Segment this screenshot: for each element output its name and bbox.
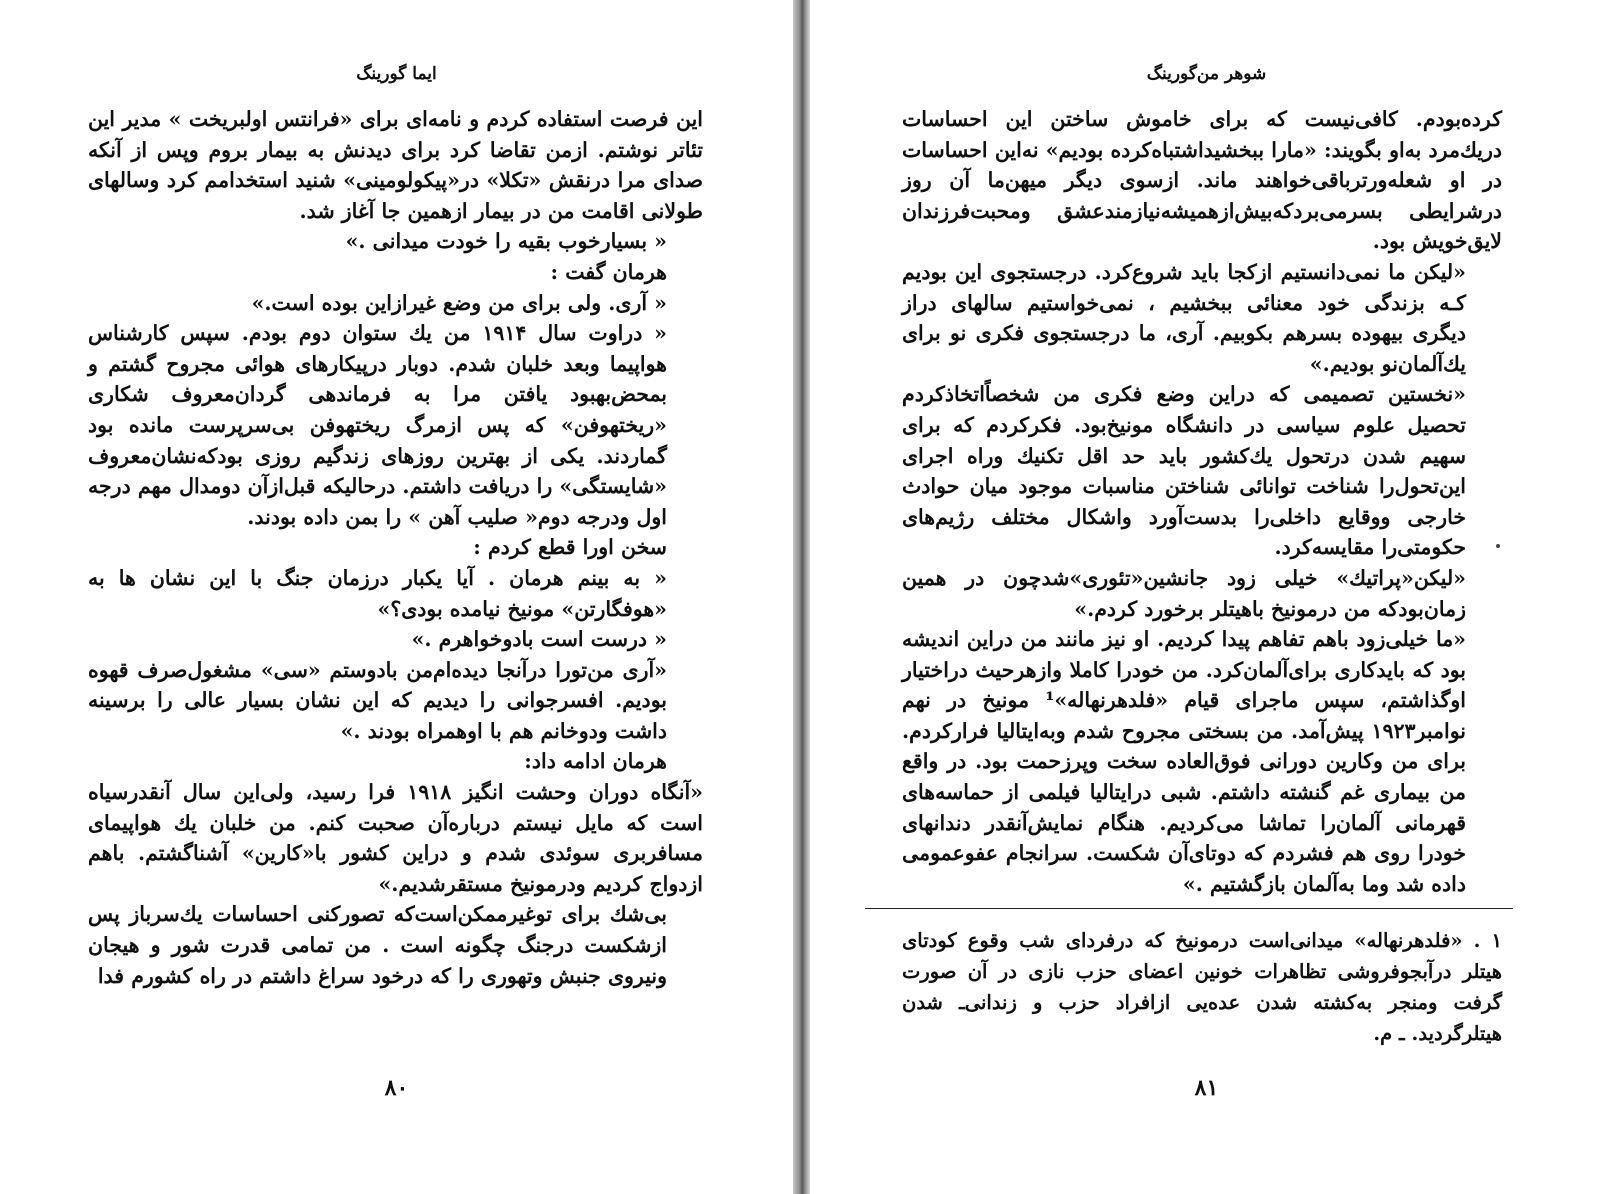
paragraph: بی‌شك برای توغیرممکن‌است‌که تصورکنی احساسات یك‌سرباز پس ازشکست درجنگ چگونه است . من تمامی قدرت شور و هیجان ونیروی جنبش وتهوری را که درخود سراغ داشتم در راه کشورم فدا [88,902,667,988]
paragraph: سخن اورا قطع کردم : [473,535,667,560]
paragraph: «ما خیلی‌زود باهم تفاهم پیدا کردیم. او نیز مانند من دراین اندیشه بود که بایدکاری برای‌آلمان‌کرد. من خودرا کاملا وازهرحیث دراختیار اوگذاشتم، سپس ماجرای قیام «فلدهرنهاله»¹ مونیخ در نهم نوامبر۱۹۲۳ پیش‌آمد. من بسختی مجروح شدم وبه‌ایتالیا فرارکردم. برای من وکارین دورانی فوق‌العاده سخت وپرزحمت بود. در واقع من بیماری غم گنشته داشتم. شبی درایتالیا فیلمی از حماسه‌های قهرمانی آلمان‌را تماشا می‌کردیم. هنگام نمایش‌آنقدر دندانهای خودرا روی هم فشردم که دوتای‌آن شکست. سرانجام عفوعمومی داده شد وما به‌آلمان بازگشتیم .» [902,627,1466,896]
running-header-left: ایما گورینگ [356,64,437,84]
paragraph: « آری. ولی برای من وضع غیرازاین بوده است.» [251,290,667,315]
paragraph: «لیکن«پراتیك» خیلی زود جانشین«تئوری»شدچون در همین زمان‌بودکه من درمونیخ باهیتلر برخورد کردم.» [902,565,1466,621]
margin-speck [1496,544,1500,548]
paragraph: «لیکن ما نمی‌دانستیم ازکجا باید شروع‌کرد. درجستجوی این بودیم کـه بزندگی خود معنائی ببخشیم ، نمی‌خواستیم سالهای دراز دیگری بیهوده بسرهم بکوبیم. آری، ما درجستجوی فکری نو برای یك‌آلمان‌نو بودیم.» [902,259,1466,376]
paragraph: «آنگاه دوران وحشت انگیز ۱۹۱۸ فرا رسید، ولی‌این سال آنقدرسیاه است که مایل نیستم درباره‌آن صحبت کنم. من خلبان یك هواپیمای مسافربری سوئدی شدم و دراین کشور با«کارین» آشناگشتم. باهم ازدواج کردیم ودرمونیخ مستقرشدیم.» [88,780,703,896]
paragraph: «آری من‌تورا درآنجا دیده‌ام‌من بادوستم «سی» مشغول‌صرف قهوه بودیم. افسرجوانی را دیدیم که این نشان بسیار عالی را برسینه داشت ودوخانم هم با اوهمراه بودند .» [88,657,667,743]
paragraph: «نخستین تصمیمی که دراین وضع فکری من شخصاً‌اتخاذکردم تحصیل علوم سیاسی در دانشگاه مونیخ‌بود. فکرکردم که برای سهیم شدن درتحول یك‌کشور باید حد اقل تکنیك وراه اجرای این‌تحول‌را شناخت توانائی شناختن مناسبات موجود میان حوادث خارجی ووقایع داخلی‌را بدست‌آورد واشکال مختلف رژیم‌های حکومتی‌را مقایسه‌کرد. [902,382,1466,560]
page-number-left: ۸۰ [384,1075,409,1101]
paragraph: هرمان گفت : [550,259,667,284]
right-page-body [902,104,1502,899]
paragraph: « درست است بادوخواهرم .» [411,627,667,652]
footnote: ۱ . «فلدهرنهاله» میدانی‌است درمونیخ که درفردای شب وقوع کودتای هیتلر درآبجوفروشی تظاهرات خونین اعضای حزب نازی در آن صورت گرفت ومنجر به‌کشته شدن عده‌یی ازافراد حزب و زندانی‌ـ شدن هیتلرگردید. ـ م. [902,929,1502,1045]
left-page-body [88,104,703,991]
left-page [0,0,793,1194]
paragraph: « دراوت سال ۱۹۱۴ من یك ستوان دوم بودم. سپس کارشناس هواپیما وبعد خلبان شدم. دوبار درپیکارهای هوائی مجروح گشتم و بمحض‌بهبود یافتن مرا به فرماندهی گردان‌معروف شکاری «ریختهوفن» که پس ازمرگ ریختهوفن بی‌سرپرست مانده بود گماردند. یکی از بهترین روزهای زندگیم روزی بودکه‌نشان‌معروف «شایستگی» را دریافت داشتم. درحالیکه قبل‌ازآن دومدال مهم درجه اول ودرجه دوم« صلیب آهن » را بمن داده بودند. [88,321,667,529]
right-page [810,0,1603,1194]
paragraph: کرده‌بودم. کافی‌نیست که برای خاموش ساختن این احساسات دریك‌مرد به‌او بگویند: «مارا ببخشیداشتباه‌کرده بودیم» نه‌این احساسات در او شعله‌ورتر‌باقی‌خواهند ماند. ازسوی دیگر میهن‌ما آن روز درشرایطی بسر‌می‌بردکه‌بیش‌ازهمیشه‌نیازمندعشق ومحبت‌فرزندان لایق‌خویش بود. [902,107,1502,254]
paragraph: هرمان ادامه داد: [524,749,667,774]
paragraph: « بسیارخوب بقیه را خودت میدانی .» [345,229,667,254]
footnote-divider [865,908,1513,909]
book-spine [793,0,810,1194]
page-number-right: ۸۱ [1194,1075,1219,1101]
paragraph: این فرصت استفاده کردم و نامه‌ای برای «فرانتس اولبریخت » مدیر این تئاتر نوشتم. ازمن تقاضا کرد برای دیدنش به بیمار بروم وپس از آنکه صدای مرا درنقش «تکلا» در«پیکولومینی» شنید استخدامم کرد وسالهای طولانی اقامت من در بیمار ازهمین جا آغاز شد. [88,107,703,223]
running-header-right: شوهر من‌گورینگ [1146,64,1267,84]
paragraph: « به بینم هرمان . آیا یکبار درزمان جنگ با این نشان ها به «هوفگارتن» مونیخ نیامده بودی؟» [88,565,667,621]
